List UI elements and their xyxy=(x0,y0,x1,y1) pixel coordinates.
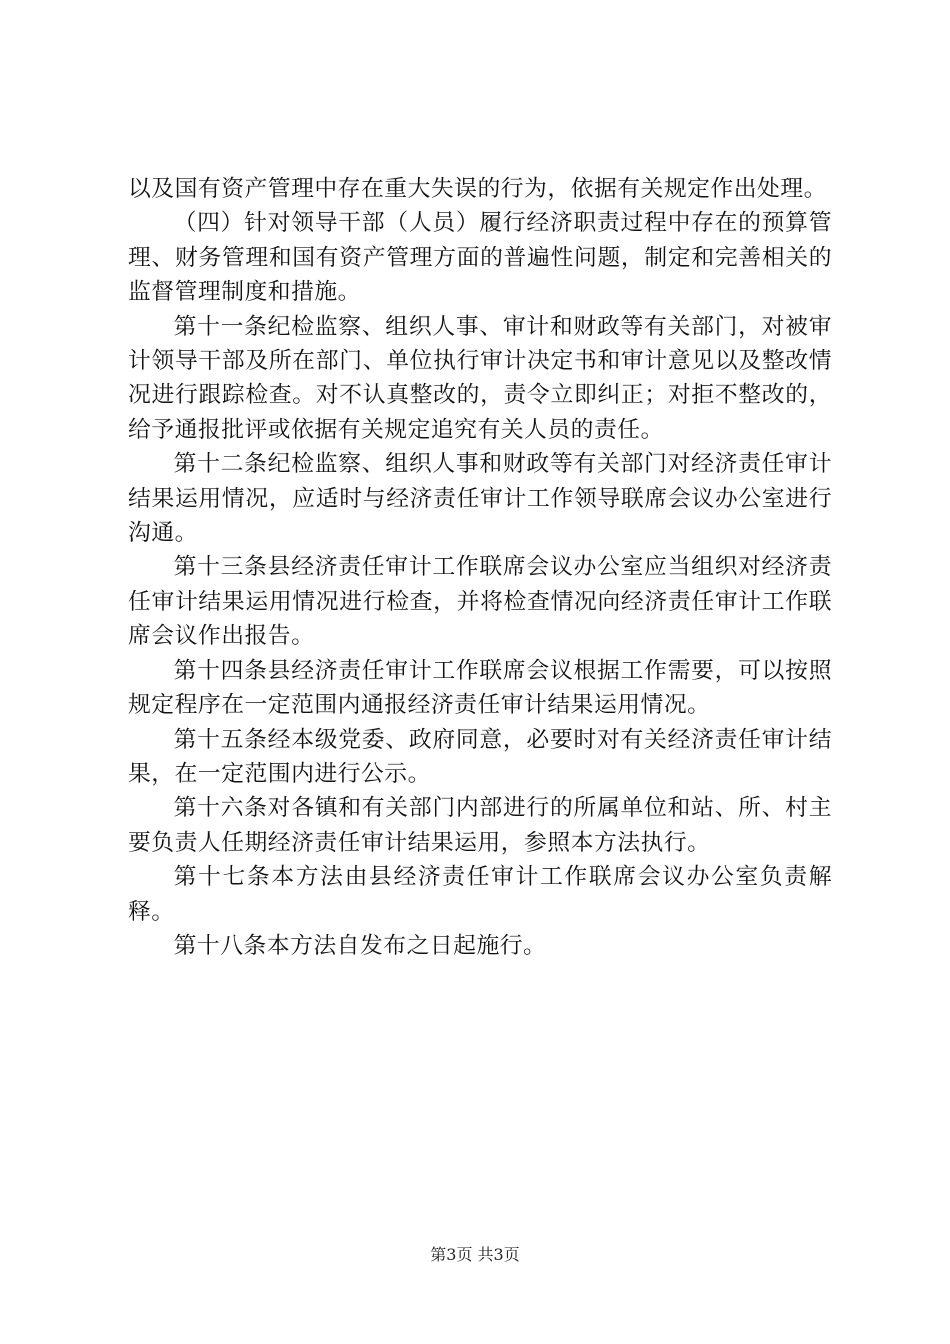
paragraph-article-14: 第十四条县经济责任审计工作联席会议根据工作需要，可以按照规定程序在一定范围内通报经济责任审计结果运用情况。 xyxy=(128,657,832,719)
paragraph-article-13: 第十三条县经济责任审计工作联席会议办公室应当组织对经济责任审计结果运用情况进行检查，并将检查情况向经济责任审计工作联席会议作出报告。 xyxy=(128,554,832,650)
paragraph-article-16: 第十六条对各镇和有关部门内部进行的所属单位和站、所、村主要负责人任期经济责任审计结果运用，参照本方法执行。 xyxy=(128,795,832,856)
paragraph-article-17: 第十七条本方法由县经济责任审计工作联席会议办公室负责解释。 xyxy=(128,864,832,925)
page-number-footer: 第3页 共3页 xyxy=(430,1245,520,1264)
paragraph-article-11: 第十一条纪检监察、组织人事、审计和财政等有关部门，对被审计领导干部及所在部门、单位执行审计决定书和审计意见以及整改情况进行跟踪检查。对不认真整改的，责令立即纠正；对拒不整改的，给予通报批评或依据有关规定追究有关人员的责任。 xyxy=(128,313,832,443)
paragraph-article-15: 第十五条经本级党委、政府同意，必要时对有关经济责任审计结果，在一定范围内进行公示。 xyxy=(128,726,832,787)
paragraph-item-four: （四）针对领导干部（人员）履行经济职责过程中存在的预算管理、财务管理和国有资产管理方面的普遍性问题，制定和完善相关的监督管理制度和措施。 xyxy=(128,210,832,306)
paragraph-article-18: 第十八条本方法自发布之日起施行。 xyxy=(173,932,547,959)
document-body xyxy=(128,172,832,963)
paragraph-article-12: 第十二条纪检监察、组织人事和财政等有关部门对经济责任审计结果运用情况，应适时与经济责任审计工作领导联席会议办公室进行沟通。 xyxy=(128,451,832,547)
paragraph-continuation: 以及国有资产管理中存在重大失误的行为，依据有关规定作出处理。 xyxy=(128,176,827,202)
